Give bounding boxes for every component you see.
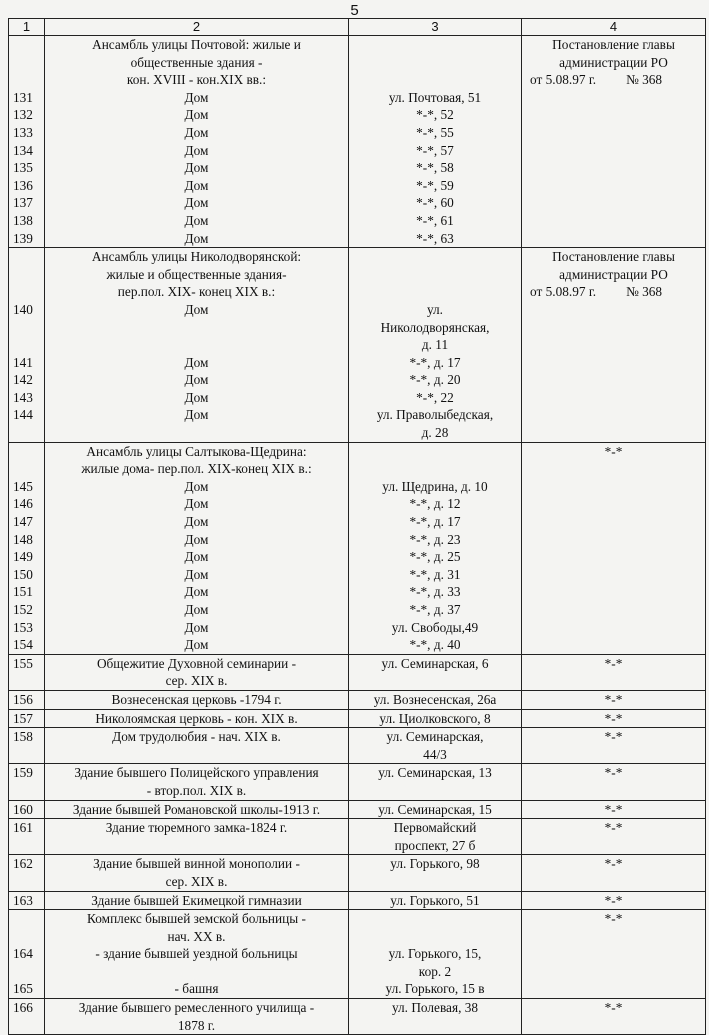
object-name: Дом xyxy=(184,389,209,405)
protection-document-date-line xyxy=(524,71,703,89)
object-address: Николодворянская, xyxy=(380,319,490,335)
protection-document: от 5.08.97 г. xyxy=(530,284,597,300)
row-number xyxy=(11,283,42,301)
object-name-cell xyxy=(45,728,349,764)
object-address: *-*, д. 20 xyxy=(409,372,461,388)
row-number xyxy=(11,36,42,54)
protection-document-cell xyxy=(522,910,706,999)
table-row xyxy=(9,248,706,443)
object-name: Дом xyxy=(184,531,209,547)
object-name: Дом xyxy=(184,407,209,423)
object-address xyxy=(351,460,519,478)
row-number: 159 xyxy=(13,765,33,781)
row-number: 136 xyxy=(13,177,33,193)
row-number: 151 xyxy=(13,584,33,600)
row-number: 149 xyxy=(13,549,33,565)
object-name: 1878 г. xyxy=(177,1017,216,1033)
object-name-cell xyxy=(45,819,349,855)
object-address: *-*, 63 xyxy=(416,230,454,246)
object-name-cell xyxy=(45,442,349,654)
row-number: 145 xyxy=(13,478,33,494)
object-name: Дом xyxy=(184,496,209,512)
object-address: ул. Праволыбедская, xyxy=(376,407,494,423)
object-name: Здание тюремного замка-1824 г. xyxy=(105,820,288,836)
object-address: *-*, 55 xyxy=(416,124,454,140)
object-address: ул. Семинарская, 13 xyxy=(378,765,492,781)
row-number: 135 xyxy=(13,160,33,176)
protection-document-cell xyxy=(522,819,706,855)
row-number: 162 xyxy=(13,856,33,872)
row-number-cell xyxy=(9,800,45,819)
row-number xyxy=(11,424,42,442)
object-name: пер.пол. XIX- конец XIX в.: xyxy=(117,284,276,300)
row-number-cell xyxy=(9,248,45,443)
object-address-cell xyxy=(349,999,522,1035)
object-address: *-*, 61 xyxy=(416,212,454,228)
object-name-cell xyxy=(45,248,349,443)
object-address-cell xyxy=(349,855,522,891)
object-name xyxy=(47,424,346,442)
object-address-cell xyxy=(349,654,522,690)
object-name-cell xyxy=(45,36,349,248)
object-address: *-*, д. 17 xyxy=(409,514,461,530)
row-number: 157 xyxy=(13,710,33,726)
row-number-cell xyxy=(9,910,45,999)
table-row xyxy=(9,442,706,654)
object-name: Дом xyxy=(184,230,209,246)
object-name: Дом xyxy=(184,142,209,158)
object-address xyxy=(351,54,519,72)
object-address: д. 11 xyxy=(421,337,449,353)
row-number: 137 xyxy=(13,195,33,211)
object-address: *-*, 59 xyxy=(416,177,454,193)
row-number-cell xyxy=(9,999,45,1035)
protection-document-cell xyxy=(522,891,706,910)
object-address: Первомайский xyxy=(393,820,477,836)
protection-document: *-* xyxy=(604,911,623,927)
row-number: 131 xyxy=(13,89,33,105)
row-number: 146 xyxy=(13,496,33,512)
object-name: Дом xyxy=(184,549,209,565)
protection-document: Постановление главы xyxy=(552,37,675,52)
object-address: ул. Семинарская, 6 xyxy=(381,655,489,671)
row-number xyxy=(11,319,42,337)
table-row xyxy=(9,800,706,819)
row-number-cell xyxy=(9,709,45,728)
row-number-cell xyxy=(9,764,45,800)
table-row xyxy=(9,819,706,855)
object-name: Дом xyxy=(184,354,209,370)
object-address: кор. 2 xyxy=(418,963,452,979)
row-number: 152 xyxy=(13,602,33,617)
object-name: Ансамбль улицы Салтыкова-Щедрина: xyxy=(86,443,307,459)
object-name: Дом xyxy=(184,160,209,176)
object-address-cell xyxy=(349,690,522,709)
protection-document: Постановление главы xyxy=(552,249,675,265)
row-number-cell xyxy=(9,855,45,891)
object-address: *-*, д. 12 xyxy=(409,496,461,512)
header-col-address: 3 xyxy=(349,19,522,36)
object-address: ул. Горького, 15 в xyxy=(385,981,485,997)
object-address xyxy=(351,283,519,301)
row-number: 147 xyxy=(13,514,33,530)
object-name xyxy=(47,963,346,981)
object-address-cell xyxy=(349,728,522,764)
row-number-cell xyxy=(9,690,45,709)
table-row xyxy=(9,728,706,764)
object-name: Дом трудолюбия - нач. XIX в. xyxy=(112,729,281,745)
object-address: ул. Свободы,49 xyxy=(391,619,479,635)
row-number: 143 xyxy=(13,389,33,405)
row-number: 161 xyxy=(13,820,33,836)
row-number: 132 xyxy=(13,107,33,123)
object-name: кон. XVIII - кон.XIX вв.: xyxy=(126,72,267,88)
object-address: *-*, д. 31 xyxy=(409,566,461,582)
row-number: 163 xyxy=(13,892,33,908)
row-number xyxy=(11,443,42,461)
object-address: *-*, д. 23 xyxy=(409,531,461,547)
object-name: Дом xyxy=(184,212,209,228)
header-col-document: 4 xyxy=(522,19,706,36)
object-name: Ансамбль улицы Почтовой: жилые и xyxy=(92,37,301,52)
object-address: *-*, д. 17 xyxy=(409,354,461,370)
row-number: 141 xyxy=(13,354,33,370)
object-name: Здание бывшей Романовской школы-1913 г. xyxy=(72,801,321,817)
object-name xyxy=(47,319,346,337)
protection-document-cell xyxy=(522,36,706,248)
object-address: ул. Горького, 98 xyxy=(390,856,480,872)
object-address: ул. Семинарская, xyxy=(386,729,484,745)
object-address xyxy=(351,266,519,284)
header-row xyxy=(9,19,706,36)
object-address: *-*, 52 xyxy=(416,107,454,123)
row-number xyxy=(11,963,42,981)
protection-document-cell xyxy=(522,442,706,654)
object-address: *-*, 60 xyxy=(416,195,454,211)
row-number-cell xyxy=(9,36,45,248)
object-name: Дом xyxy=(184,478,209,494)
object-address xyxy=(351,71,519,89)
protection-document: *-* xyxy=(604,710,623,726)
row-number: 154 xyxy=(13,637,33,653)
object-name: Ансамбль улицы Николодворянской: xyxy=(91,249,302,265)
object-address: ул. Циолковского, 8 xyxy=(379,710,491,726)
row-number xyxy=(11,910,42,928)
object-name-cell xyxy=(45,764,349,800)
row-number xyxy=(11,266,42,284)
row-number: 166 xyxy=(13,1000,33,1016)
object-name: Здание бывшего Полицейского управления xyxy=(74,765,319,781)
object-name: Дом xyxy=(184,177,209,193)
object-address xyxy=(351,248,519,266)
protection-document: № 368 xyxy=(626,284,663,300)
object-name-cell xyxy=(45,999,349,1035)
protection-document: *-* xyxy=(604,655,623,671)
protection-document: администрации РО xyxy=(559,266,668,282)
protection-document-cell xyxy=(522,800,706,819)
object-name: Дом xyxy=(184,637,209,653)
protection-document-cell xyxy=(522,654,706,690)
table-row xyxy=(9,855,706,891)
protection-document: *-* xyxy=(604,765,623,781)
row-number: 133 xyxy=(13,124,33,140)
row-number xyxy=(11,460,42,478)
header-col-number: 1 xyxy=(9,19,45,36)
object-name-cell xyxy=(45,690,349,709)
protection-document-cell xyxy=(522,709,706,728)
row-number-cell xyxy=(9,442,45,654)
object-address-cell xyxy=(349,910,522,999)
protection-document-cell xyxy=(522,690,706,709)
protection-document: *-* xyxy=(604,1000,623,1016)
object-address xyxy=(351,928,519,946)
object-address-cell xyxy=(349,764,522,800)
protection-document-cell xyxy=(522,728,706,764)
row-number: 156 xyxy=(13,691,33,707)
object-name-cell xyxy=(45,855,349,891)
object-address: *-*, 57 xyxy=(416,142,454,158)
object-name: общественные здания - xyxy=(130,54,263,70)
object-address: ул. Горького, 51 xyxy=(390,892,480,908)
protection-document-cell xyxy=(522,999,706,1035)
table-row xyxy=(9,891,706,910)
object-address-cell xyxy=(349,891,522,910)
object-address: д. 28 xyxy=(421,425,449,441)
row-number xyxy=(11,928,42,946)
object-name: - башня xyxy=(174,981,219,997)
object-name-cell xyxy=(45,800,349,819)
object-name: - втор.пол. XIX в. xyxy=(146,782,247,798)
protection-document: *-* xyxy=(604,801,623,817)
object-name: Дом xyxy=(184,619,209,635)
row-number: 140 xyxy=(13,301,33,317)
object-address: ул. Полевая, 38 xyxy=(391,1000,479,1016)
row-number: 150 xyxy=(13,566,33,582)
protection-document-cell xyxy=(522,248,706,443)
row-number: 142 xyxy=(13,372,33,388)
object-address: ул. Горького, 15, xyxy=(388,946,482,962)
heritage-register-table xyxy=(8,18,706,1035)
object-address: проспект, 27 б xyxy=(394,837,476,853)
object-name: жилые дома- пер.пол. XIX-конец XIX в.: xyxy=(81,461,312,477)
row-number xyxy=(11,336,42,354)
table-body xyxy=(9,36,706,1035)
object-address: *-*, д. 33 xyxy=(409,584,461,600)
object-name xyxy=(47,336,346,354)
protection-document: *-* xyxy=(604,820,623,836)
protection-document-date-line xyxy=(524,283,703,301)
object-address: ул. Щедрина, д. 10 xyxy=(382,478,488,494)
table-row xyxy=(9,910,706,999)
object-name: Дом xyxy=(184,602,209,617)
object-name: жилые и общественные здания- xyxy=(106,266,287,282)
row-number: 160 xyxy=(13,801,33,817)
page-number: 5 xyxy=(350,2,359,19)
protection-document: *-* xyxy=(604,691,623,707)
object-name-cell xyxy=(45,910,349,999)
object-name: сер. XIX в. xyxy=(165,873,228,889)
object-address-cell xyxy=(349,819,522,855)
object-address: ул. Вознесенская, 26а xyxy=(373,691,497,707)
table-row xyxy=(9,654,706,690)
row-number: 139 xyxy=(13,230,33,246)
object-address: *-*, д. 25 xyxy=(409,549,461,565)
object-address: *-*, 58 xyxy=(416,160,454,176)
object-name-cell xyxy=(45,709,349,728)
protection-document: *-* xyxy=(604,892,623,908)
object-name: Дом xyxy=(184,514,209,530)
object-name: Дом xyxy=(184,89,209,105)
row-number xyxy=(11,248,42,266)
table-row xyxy=(9,690,706,709)
row-number: 165 xyxy=(13,981,33,997)
table-row xyxy=(9,764,706,800)
object-name: Комплекс бывшей земской больницы - xyxy=(87,911,306,927)
row-number xyxy=(11,71,42,89)
object-name: Здание бывшей винной монополии - xyxy=(93,856,300,872)
object-name: Дом xyxy=(184,107,209,123)
object-name: Здание бывшей Екимецкой гимназии xyxy=(91,892,302,908)
object-address: ул. xyxy=(426,301,444,317)
row-number-cell xyxy=(9,654,45,690)
protection-document-cell xyxy=(522,764,706,800)
row-number xyxy=(11,54,42,72)
object-address-cell xyxy=(349,442,522,654)
protection-document: *-* xyxy=(604,443,623,459)
object-name-cell xyxy=(45,654,349,690)
table-row xyxy=(9,36,706,248)
object-address-cell xyxy=(349,248,522,443)
protection-document: администрации РО xyxy=(559,54,668,70)
row-number: 134 xyxy=(13,142,33,158)
object-name: Николоямская церковь - кон. XIX в. xyxy=(95,710,298,726)
protection-document: *-* xyxy=(604,729,623,745)
object-address: 44/3 xyxy=(423,746,447,762)
row-number: 144 xyxy=(13,407,33,423)
object-name: нач. XX в. xyxy=(167,928,226,944)
row-number-cell xyxy=(9,891,45,910)
protection-document-cell xyxy=(522,855,706,891)
row-number: 138 xyxy=(13,212,33,228)
row-number: 158 xyxy=(13,729,33,745)
object-name: - здание бывшей уездной больницы xyxy=(95,946,298,962)
object-name: Дом xyxy=(184,124,209,140)
object-address-cell xyxy=(349,800,522,819)
object-address-cell xyxy=(349,36,522,248)
row-number: 155 xyxy=(13,655,33,671)
object-address: *-*, д. 37 xyxy=(409,602,461,617)
row-number: 164 xyxy=(13,946,33,962)
object-name: Дом xyxy=(184,566,209,582)
object-name: Дом xyxy=(184,301,209,317)
row-number: 153 xyxy=(13,619,33,635)
row-number: 148 xyxy=(13,531,33,547)
object-address: *-*, 22 xyxy=(416,389,454,405)
protection-document: *-* xyxy=(604,856,623,872)
object-name-cell xyxy=(45,891,349,910)
protection-document: № 368 xyxy=(626,72,663,88)
table-row xyxy=(9,709,706,728)
object-name: Общежитие Духовной семинарии - xyxy=(96,655,297,671)
object-address-cell xyxy=(349,709,522,728)
object-name: Дом xyxy=(184,584,209,600)
object-name: Дом xyxy=(184,195,209,211)
object-address xyxy=(351,443,519,461)
header-col-name: 2 xyxy=(45,19,349,36)
table-row xyxy=(9,999,706,1035)
object-address: ул. Почтовая, 51 xyxy=(388,89,482,105)
row-number-cell xyxy=(9,728,45,764)
object-name: Здание бывшего ремесленного училища - xyxy=(78,1000,315,1016)
object-address: ул. Семинарская, 15 xyxy=(378,801,492,817)
object-address xyxy=(351,910,519,928)
object-name: сер. XIX в. xyxy=(165,673,228,689)
object-name: Дом xyxy=(184,372,209,388)
protection-document: от 5.08.97 г. xyxy=(530,72,597,88)
object-address xyxy=(351,36,519,54)
row-number-cell xyxy=(9,819,45,855)
object-name: Вознесенская церковь -1794 г. xyxy=(111,691,282,707)
object-address: *-*, д. 40 xyxy=(409,637,461,653)
